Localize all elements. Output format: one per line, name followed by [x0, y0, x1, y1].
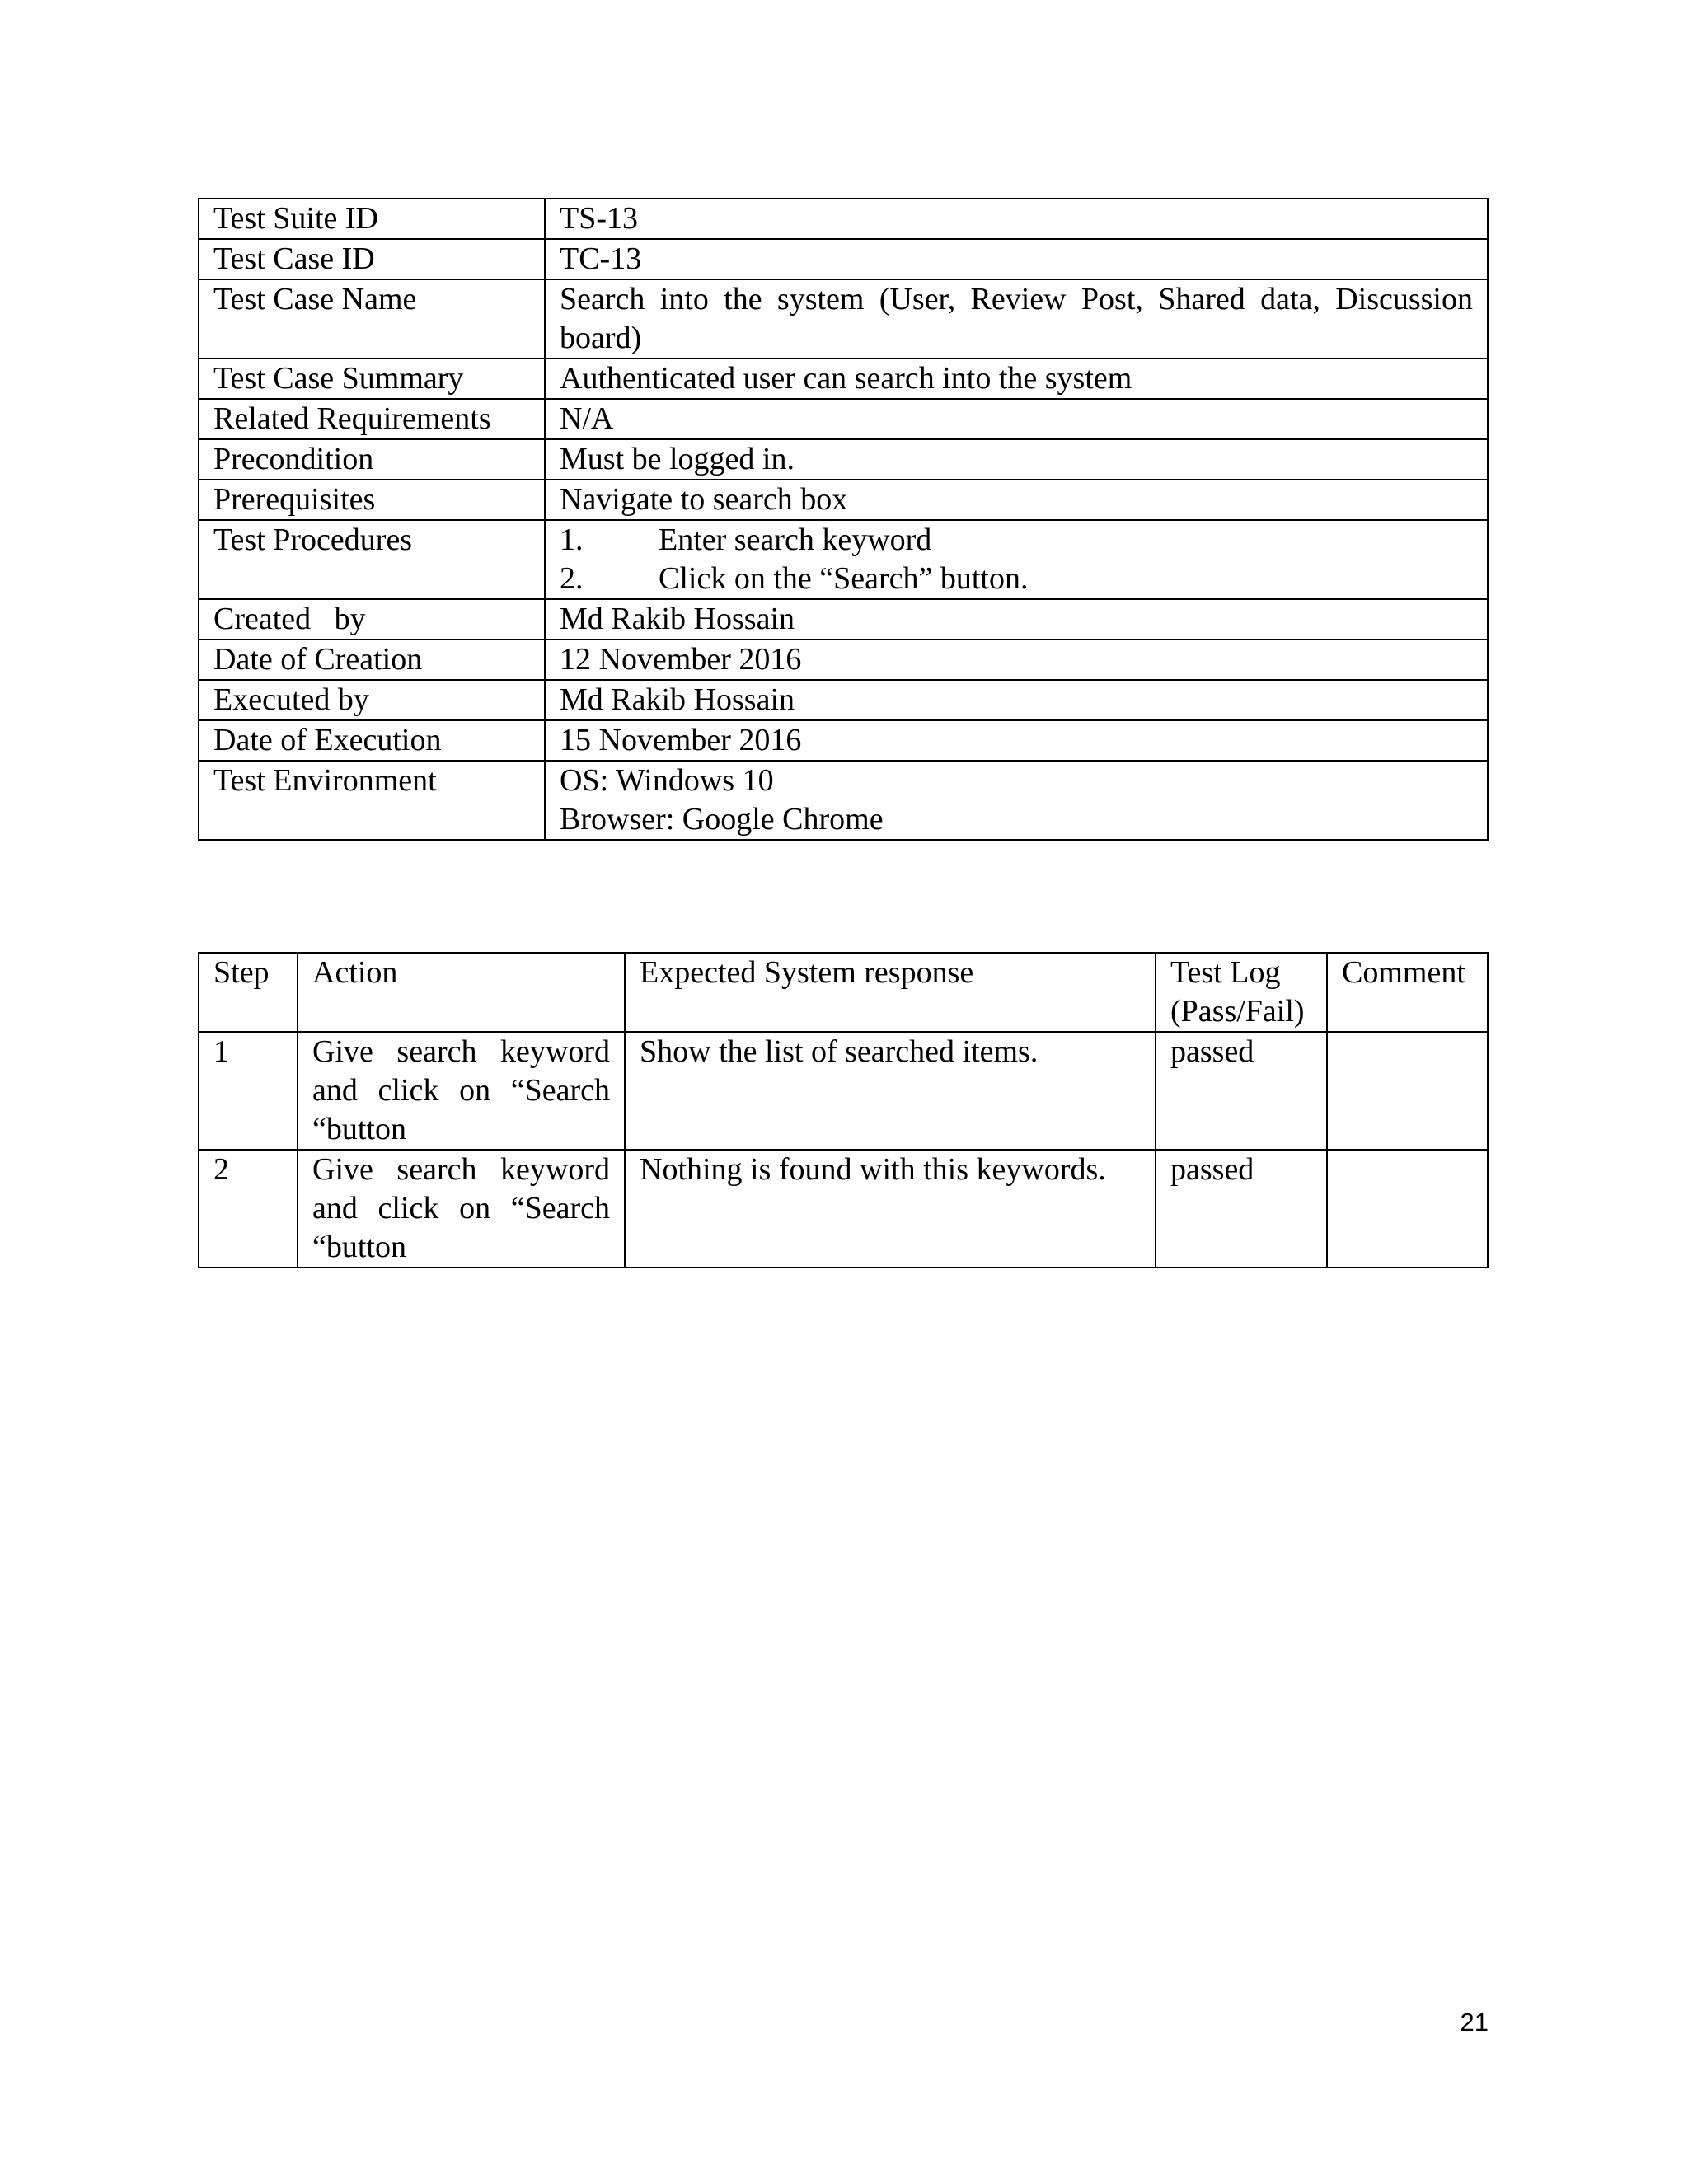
header-expected-response: Expected System response	[625, 953, 1156, 1032]
info-row-date-of-execution	[199, 720, 1488, 761]
page-number: 21	[1460, 2008, 1489, 2036]
info-row-prerequisites	[199, 480, 1488, 520]
info-label: Test Case Summary	[199, 359, 545, 399]
info-label: Related Requirements	[199, 399, 545, 439]
step-expected-response: Nothing is found with this keywords.	[625, 1150, 1156, 1268]
info-value: Must be logged in.	[545, 439, 1488, 480]
info-label: Created by	[199, 599, 545, 640]
info-value: Authenticated user can search into the system	[545, 359, 1488, 399]
info-label: Test Environment	[199, 761, 545, 840]
info-row-test-procedures	[199, 520, 1488, 599]
environment-browser: Browser: Google Chrome	[560, 802, 884, 837]
test-case-info-table	[198, 198, 1489, 841]
step-action: Give search keyword and click on “Search “button	[298, 1032, 625, 1150]
info-value	[545, 520, 1488, 599]
info-label: Date of Execution	[199, 720, 545, 761]
procedure-text: Click on the “Search” button.	[659, 561, 1029, 596]
step-comment	[1327, 1150, 1488, 1268]
step-number: 1	[199, 1032, 298, 1150]
info-row-test-suite-id	[199, 199, 1488, 239]
info-value: Navigate to search box	[545, 480, 1488, 520]
step-comment	[1327, 1032, 1488, 1150]
header-step: Step	[199, 953, 298, 1032]
step-action: Give search keyword and click on “Search “button	[298, 1150, 625, 1268]
info-row-test-case-id	[199, 239, 1488, 279]
info-value: N/A	[545, 399, 1488, 439]
step-test-log: passed	[1156, 1032, 1327, 1150]
table-row	[199, 1150, 1488, 1268]
header-test-log: Test Log (Pass/Fail)	[1156, 953, 1327, 1032]
info-value: TC-13	[545, 239, 1488, 279]
step-expected-response: Show the list of searched items.	[625, 1032, 1156, 1150]
info-value	[545, 761, 1488, 840]
info-label: Prerequisites	[199, 480, 545, 520]
info-value: Md Rakib Hossain	[545, 680, 1488, 720]
info-value: 12 November 2016	[545, 640, 1488, 680]
header-comment: Comment	[1327, 953, 1488, 1032]
info-label: Test Suite ID	[199, 199, 545, 239]
info-value: TS-13	[545, 199, 1488, 239]
procedure-step	[560, 521, 1473, 560]
info-row-created-by	[199, 599, 1488, 640]
steps-header-row	[199, 953, 1488, 1032]
step-test-log: passed	[1156, 1150, 1327, 1268]
step-number: 2	[199, 1150, 298, 1268]
table-row	[199, 1032, 1488, 1150]
info-value: Search into the system (User, Review Post, Shared data, Discussion board)	[545, 279, 1488, 359]
info-label: Test Case ID	[199, 239, 545, 279]
info-row-executed-by	[199, 680, 1488, 720]
info-row-test-case-summary	[199, 359, 1488, 399]
info-row-test-environment	[199, 761, 1488, 840]
info-row-test-case-name	[199, 279, 1488, 359]
info-value: 15 November 2016	[545, 720, 1488, 761]
info-label: Date of Creation	[199, 640, 545, 680]
info-label: Test Procedures	[199, 520, 545, 599]
info-row-precondition	[199, 439, 1488, 480]
info-label: Test Case Name	[199, 279, 545, 359]
header-action: Action	[298, 953, 625, 1032]
info-label: Precondition	[199, 439, 545, 480]
procedure-step	[560, 560, 1473, 598]
environment-os: OS: Windows 10	[560, 763, 774, 798]
info-row-related-requirements	[199, 399, 1488, 439]
info-row-date-of-creation	[199, 640, 1488, 680]
procedure-text: Enter search keyword	[659, 523, 932, 557]
info-label: Executed by	[199, 680, 545, 720]
test-steps-table	[198, 952, 1489, 1268]
procedure-number: 1.	[560, 523, 584, 557]
procedure-number: 2.	[560, 561, 584, 596]
info-value: Md Rakib Hossain	[545, 599, 1488, 640]
